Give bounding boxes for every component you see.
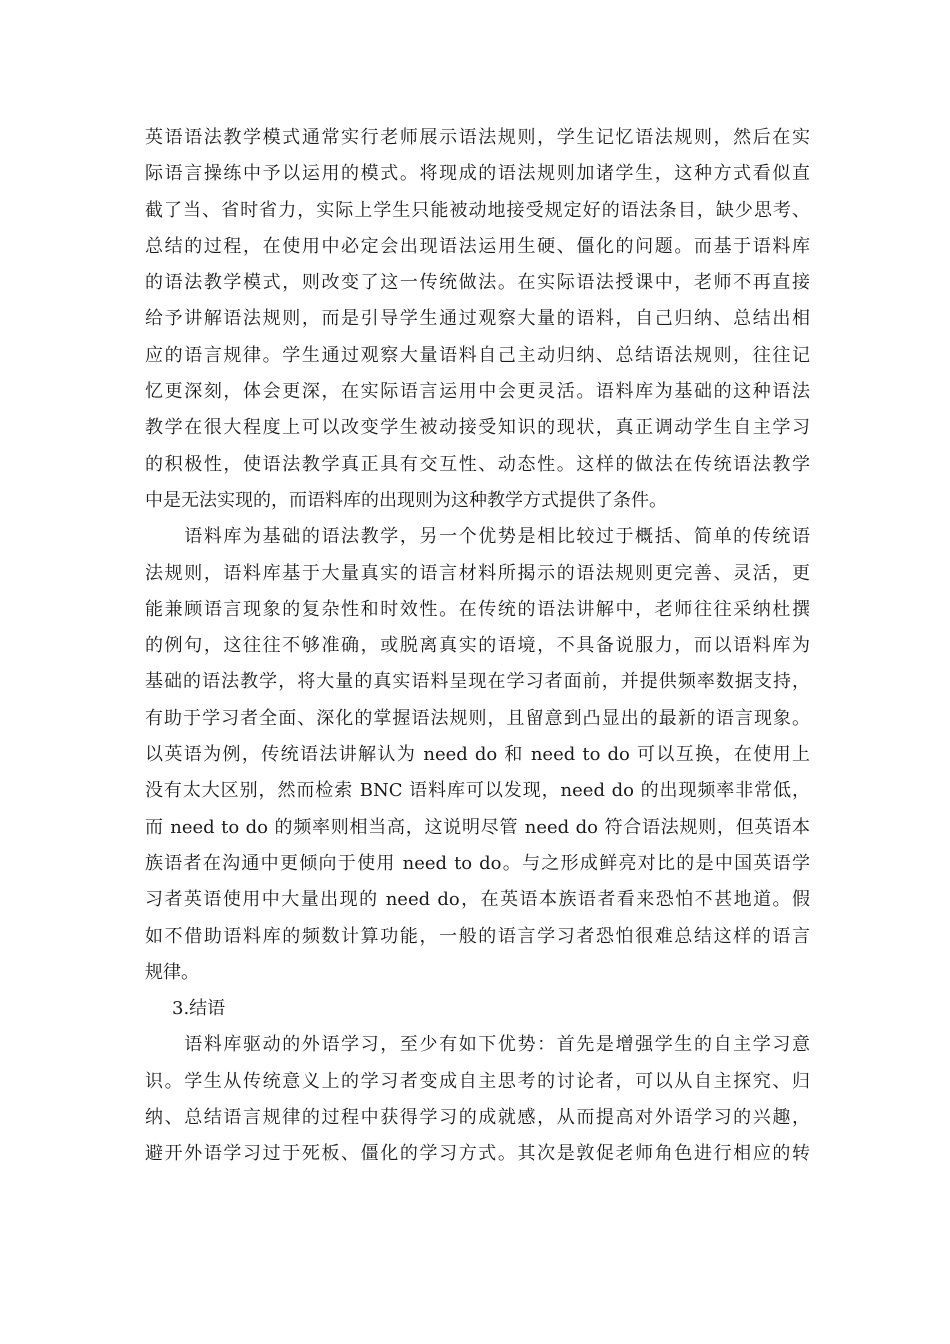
paragraph-1-line-2: 际语言操练中予以运用的模式。将现成的语法规则加诸学生，这种方式看似直	[145, 163, 810, 185]
paragraph-2-line-4: 的例句，这往往不够准确，或脱离真实的语境，不具备说服力，而以语料库为	[145, 635, 810, 657]
paragraph-1-line-11: 中是无法实现的，而语料库的出现则为这种教学方式提供了条件。	[145, 489, 667, 511]
paragraph-2-line-13: 规律。	[145, 961, 199, 983]
paragraph-2-line-8: 没有太大区别，然而检索 BNC 语料库可以发现，need do 的出现频率非常低，	[145, 780, 810, 802]
paragraph-1-line-1: 英语语法教学模式通常实行老师展示语法规则，学生记忆语法规则，然后在实	[145, 127, 810, 148]
paragraph-1-line-5: 的语法教学模式，则改变了这一传统做法。在实际语法授课中，老师不再直接	[145, 272, 810, 294]
paragraph-2-line-7: 以英语为例，传统语法讲解认为 need do 和 need to do 可以互换，在使用上	[145, 744, 810, 766]
paragraph-1-line-6: 给予讲解语法规则，而是引导学生通过观察大量的语料，自己归纳、总结出相	[145, 308, 810, 330]
paragraph-3-line-1: 语料库驱动的外语学习，至少有如下优势：首先是增强学生的自主学习意	[145, 1034, 810, 1056]
document-body	[145, 120, 810, 1173]
paragraph-3-line-3: 纳、总结语言规律的过程中获得学习的成就感，从而提高对外语学习的兴趣，	[145, 1107, 810, 1129]
paragraph-1-line-4: 总结的过程，在使用中必定会出现语法运用生硬、僵化的问题。而基于语料库	[145, 235, 810, 257]
paragraph-1-line-9: 教学在很大程度上可以改变学生被动接受知识的现状，真正调动学生自主学习	[145, 417, 810, 439]
paragraph-2-line-3: 能兼顾语言现象的复杂性和时效性。在传统的语法讲解中，老师往往采纳杜撰	[145, 598, 810, 620]
paragraph-3-line-4: 避开外语学习过于死板、僵化的学习方式。其次是敦促老师角色进行相应的转	[145, 1143, 810, 1165]
paragraph-1-line-8: 忆更深刻，体会更深，在实际语言运用中会更灵活。语料库为基础的这种语法	[145, 381, 810, 403]
paragraph-2-line-5: 基础的语法教学，将大量的真实语料呈现在学习者面前，并提供频率数据支持，	[145, 671, 810, 693]
paragraph-2-line-1: 语料库为基础的语法教学，另一个优势是相比较过于概括、简单的传统语	[145, 526, 810, 548]
paragraph-2-line-2: 法规则，语料库基于大量真实的语言材料所揭示的语法规则更完善、灵活，更	[145, 562, 810, 584]
paragraph-2-line-6: 有助于学习者全面、深化的掌握语法规则，且留意到凸显出的最新的语言现象。	[145, 707, 810, 729]
paragraph-2-line-11: 习者英语使用中大量出现的 need do，在英语本族语者看来恐怕不甚地道。假	[145, 889, 810, 911]
paragraph-2-line-10: 族语者在沟通中更倾向于使用 need to do。与之形成鲜亮对比的是中国英语学	[145, 852, 810, 874]
paragraph-1-line-10: 的积极性，使语法教学真正具有交互性、动态性。这样的做法在传统语法教学	[145, 453, 810, 475]
paragraph-1-line-3: 截了当、省时省力，实际上学生只能被动地接受规定好的语法条目，缺少思考、	[145, 199, 810, 221]
paragraph-2-line-9: 而 need to do 的频率则相当高，这说明尽管 need do 符合语法规则，但英语本	[145, 816, 810, 838]
paragraph-3-line-2: 识。学生从传统意义上的学习者变成自主思考的讨论者，可以从自主探究、归	[145, 1070, 810, 1092]
paragraph-2-line-12: 如不借助语料库的频数计算功能，一般的语言学习者恐怕很难总结这样的语言	[145, 925, 810, 947]
section-heading-conclusion: 3.结语	[172, 998, 226, 1020]
paragraph-1-line-7: 应的语言规律。学生通过观察大量语料自己主动归纳、总结语法规则，往往记	[145, 344, 810, 366]
